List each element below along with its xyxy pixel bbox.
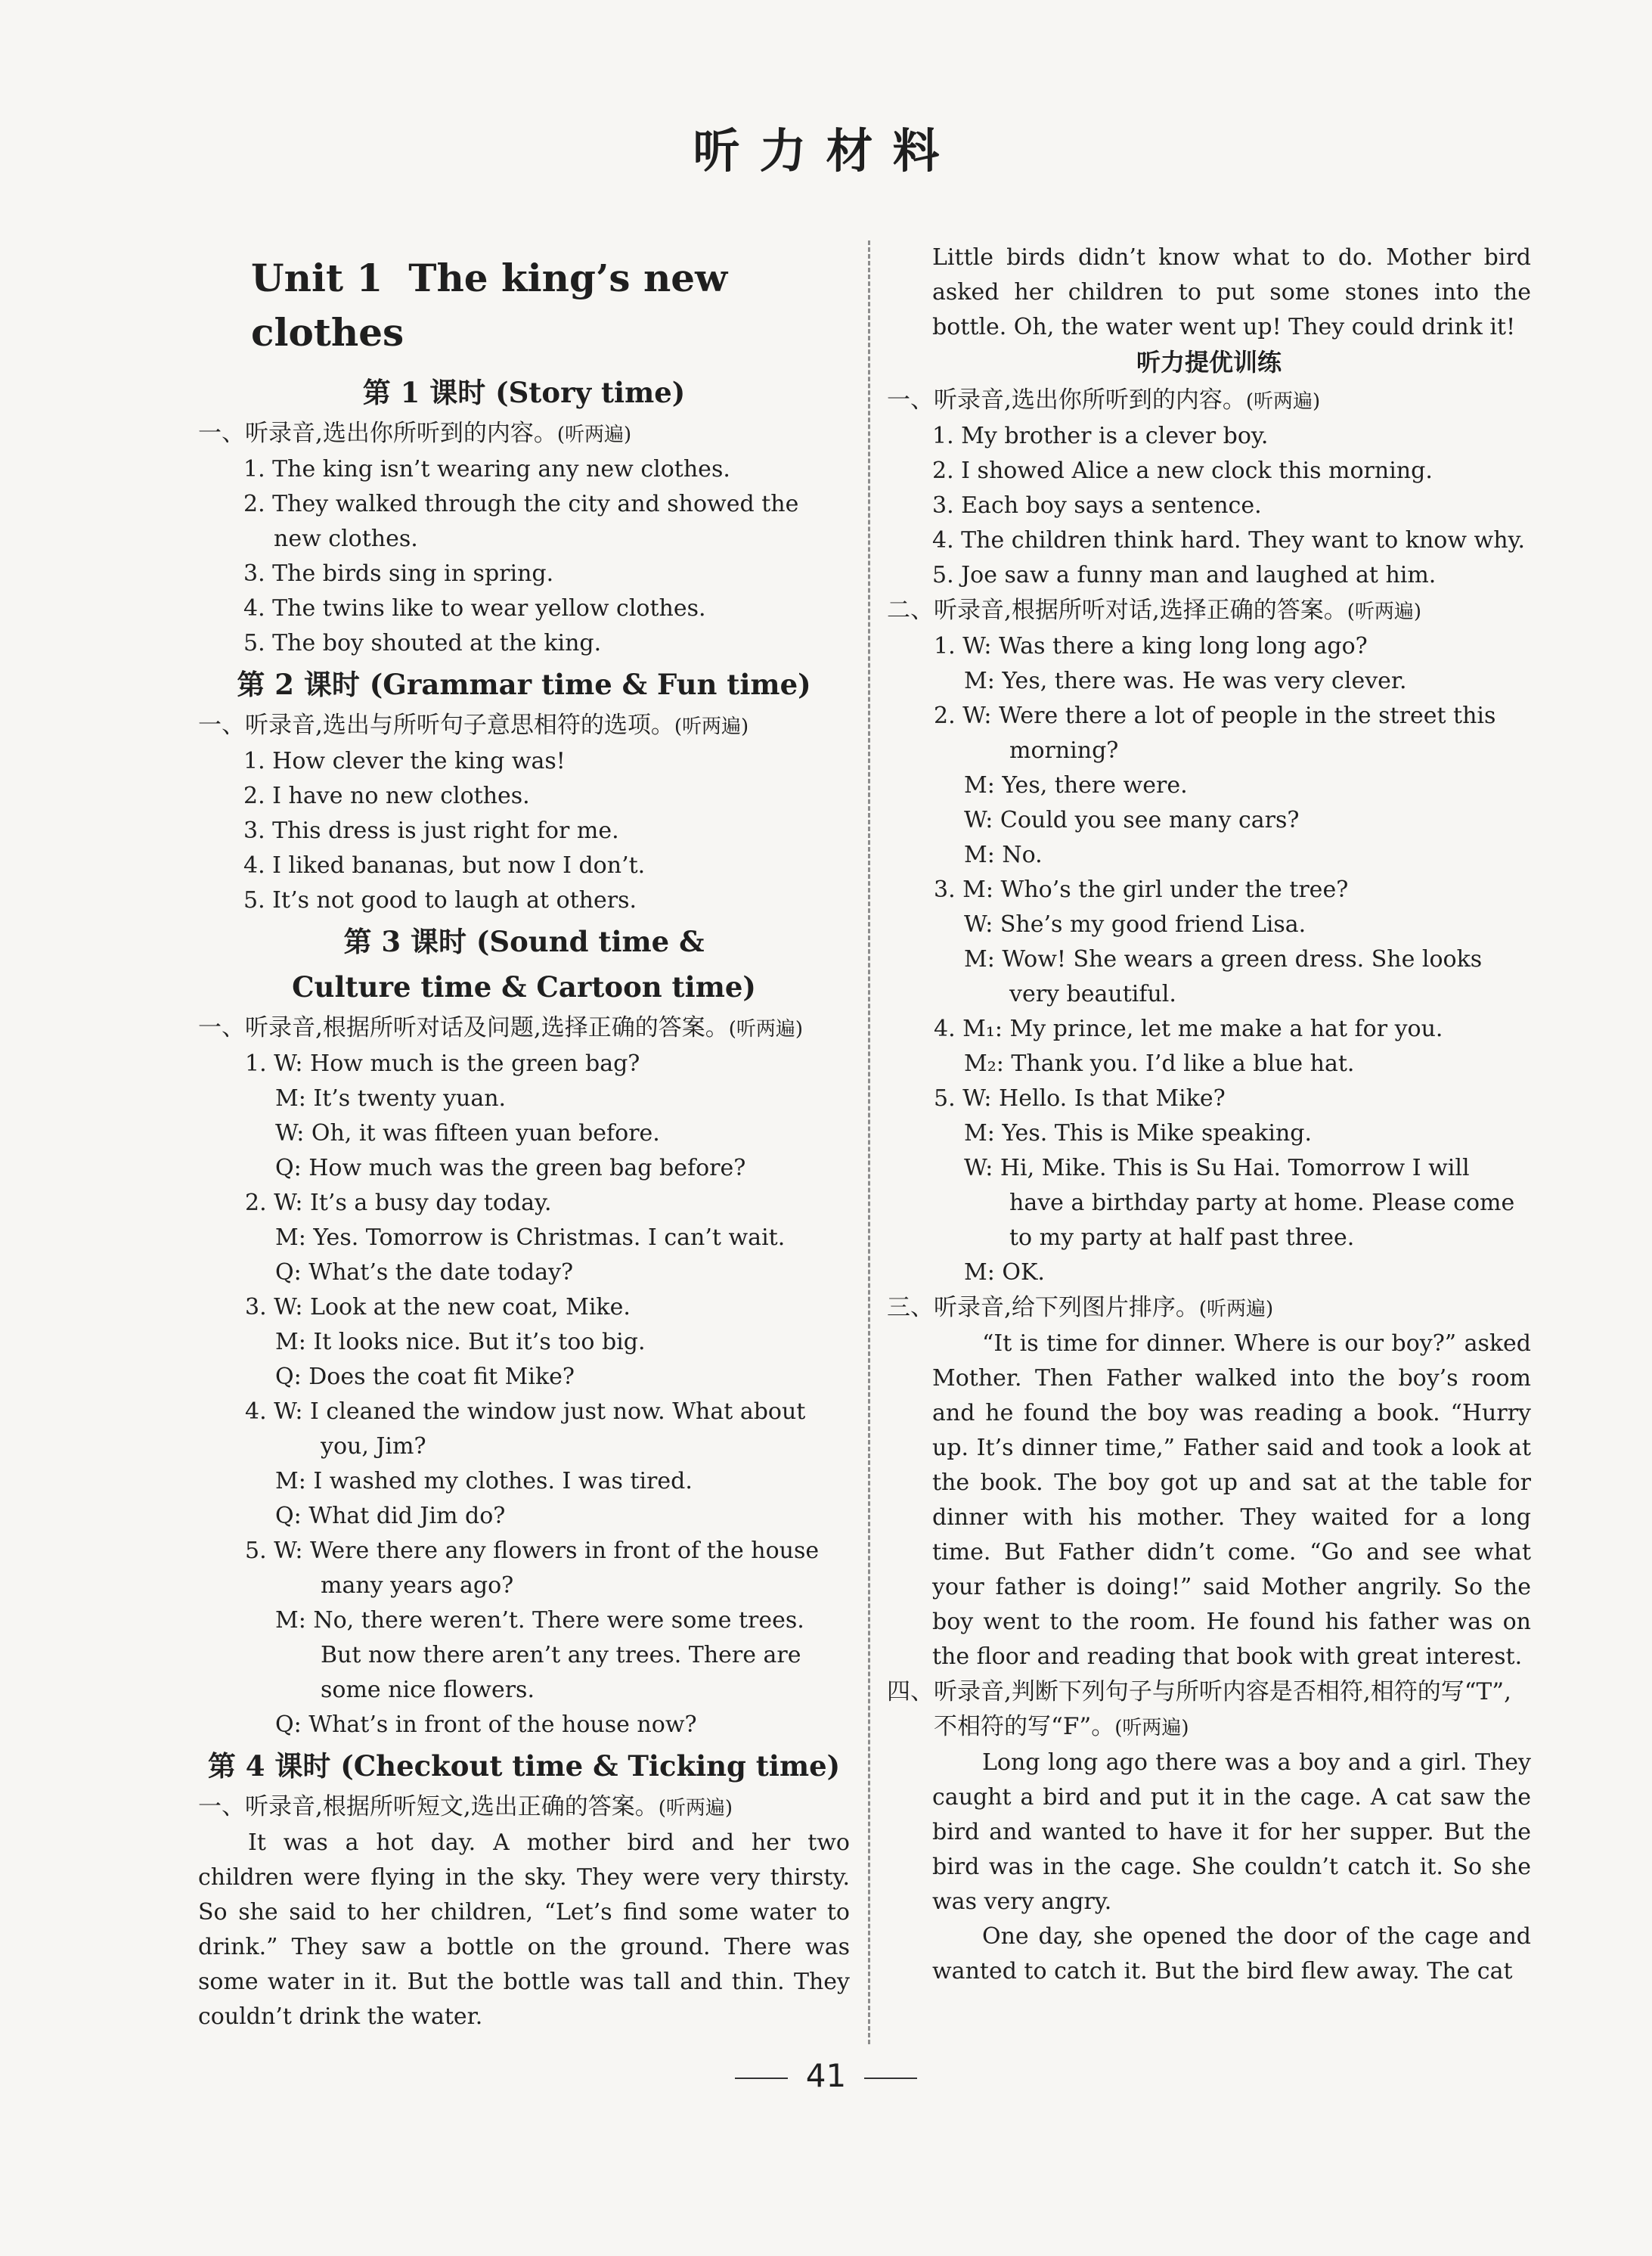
list-item: 5. Joe saw a funny man and laughed at him. [932, 562, 1437, 588]
dialogue-line: M: OK. [964, 1259, 1045, 1286]
lesson-2-instruction: 一、听录音,选出与所听句子意思相符的选项。(听两遍) [198, 712, 749, 739]
dialogue-line: 4. M₁: My prince, let me make a hat for you. [934, 1016, 1443, 1042]
column-divider [868, 240, 870, 2044]
section-1-instruction: 一、听录音,选出你所听到的内容。(听两遍) [887, 386, 1321, 414]
dialogue-line: Q: What’s the date today? [275, 1259, 574, 1286]
dialogue-line: Q: What’s in front of the house now? [275, 1711, 697, 1738]
dialogue-line: 3. W: Look at the new coat, Mike. [245, 1294, 631, 1320]
dialogue-line: M: Yes, there was. He was very clever. [964, 668, 1407, 694]
unit-title [251, 251, 850, 360]
dialogue-line: 3. M: Who’s the girl under the tree? [934, 877, 1349, 903]
dialogue-line: M₂: Thank you. I’d like a blue hat. [964, 1050, 1355, 1077]
dialogue-line: Q: Does the coat fit Mike? [275, 1364, 575, 1390]
dialogue-line: 1. W: How much is the green bag? [245, 1050, 640, 1077]
left-column [198, 240, 850, 2034]
lesson-2-title: 第 2 课时 (Grammar time & Fun time) [237, 668, 811, 701]
list-item: 1. How clever the king was! [243, 748, 566, 774]
dialogue-line: W: Hi, Mike. This is Su Hai. Tomorrow I will have a birthday party at home. Please come to my party at half past three. [964, 1155, 1515, 1251]
dialogue-line: 2. W: It’s a busy day today. [245, 1190, 552, 1216]
dialogue-line: Q: What did Jim do? [275, 1503, 506, 1529]
dialogue-line: 1. W: Was there a king long long ago? [934, 633, 1368, 659]
list-item: 4. The children think hard. They want to know why. [932, 527, 1526, 554]
dialogue-line: 5. W: Were there any flowers in front of the house many years ago? [245, 1538, 820, 1599]
dialogue-line: 5. W: Hello. Is that Mike? [934, 1085, 1226, 1112]
passage-continued: Little birds didn’t know what to do. Mother bird asked her children to put some stones into the bottle. Oh, the water went up! They could drink it! [932, 244, 1531, 340]
lesson-1-title: 第 1 课时 (Story time) [362, 376, 686, 409]
dialogue-line: Q: How much was the green bag before? [275, 1155, 746, 1181]
list-item: 5. It’s not good to laugh at others. [243, 887, 637, 914]
dialogue-line: M: It’s twenty yuan. [275, 1085, 507, 1112]
lesson-4-title: 第 4 课时 (Checkout time & Ticking time) [207, 1749, 841, 1783]
section-4-paragraph-2: One day, she opened the door of the cage and wanted to catch it. But the bird flew away. The cat [932, 1923, 1531, 1984]
dialogue-line: M: Yes. This is Mike speaking. [964, 1120, 1313, 1147]
list-item: 3. This dress is just right for me. [243, 818, 619, 844]
list-item: 2. I have no new clothes. [243, 783, 530, 809]
dialogue-line: M: It looks nice. But it’s too big. [275, 1329, 646, 1355]
section-2-instruction: 二、听录音,根据所听对话,选择正确的答案。(听两遍) [887, 597, 1422, 624]
list-item: 3. The birds sing in spring. [243, 560, 554, 587]
dialogue-line: 4. W: I cleaned the window just now. What about you, Jim? [245, 1398, 806, 1460]
unit-number: Unit 1 [251, 256, 383, 300]
right-column [887, 240, 1531, 1989]
dialogue-line: M: I washed my clothes. I was tired. [275, 1468, 693, 1494]
training-title: 听力提优训练 [1136, 348, 1282, 377]
lesson-1-instruction: 一、听录音,选出你所听到的内容。(听两遍) [198, 420, 632, 447]
lesson-3-title-line1: 第 3 课时 (Sound time & [343, 925, 705, 958]
dialogue-line: W: Oh, it was fifteen yuan before. [275, 1120, 660, 1147]
section-3-passage: “It is time for dinner. Where is our boy?” asked Mother. Then Father walked into the boy’s room and he found the boy was reading a book. “Hurry up. It’s dinner time,” Father said and took a look at the book. The boy got up and sat at the table for dinner with his mother. They waited for a long time. But Father didn’t come. “Go and see what your father is doing!” said Mother angrily. So the boy went to the room. He found his father was on the floor and reading that book with great interest. [932, 1330, 1531, 1670]
list-item: 3. Each boy says a sentence. [932, 492, 1262, 519]
dialogue-line: 2. W: Were there a lot of people in the street this morning? [934, 703, 1496, 764]
section-4-instruction: 四、听录音,判断下列句子与所听内容是否相符,相符的写“T”,不相符的写“F”。(听两遍) [887, 1678, 1511, 1740]
dialogue-line: W: Could you see many cars? [964, 807, 1300, 833]
unit-name: The king’s new clothes [251, 256, 728, 355]
dialogue-line: M: No. [964, 842, 1043, 868]
section-4-paragraph-1: Long long ago there was a boy and a girl. They caught a bird and put it in the cage. A cat saw the bird and wanted to have it for her supper. But the bird was in the cage. She couldn’t catch it. So she was very angry. [932, 1749, 1531, 1915]
lesson-4-passage: It was a hot day. A mother bird and her two children were flying in the sky. They were very thirsty. So she said to her children, “Let’s find some water to drink.” They saw a bottle on the ground. There was some water in it. But the bottle was tall and thin. They couldn’t drink the water. [198, 1829, 850, 2030]
dialogue-line: M: Yes. Tomorrow is Christmas. I can’t wait. [275, 1224, 786, 1251]
lesson-4-instruction: 一、听录音,根据所听短文,选出正确的答案。(听两遍) [198, 1793, 733, 1820]
list-item: 4. I liked bananas, but now I don’t. [243, 852, 646, 879]
list-item: 1. My brother is a clever boy. [932, 423, 1269, 449]
dialogue-line: W: She’s my good friend Lisa. [964, 911, 1306, 938]
list-item: 1. The king isn’t wearing any new clothes. [243, 456, 730, 483]
list-item: 2. They walked through the city and showed the new clothes. [243, 491, 799, 552]
page-title: 听力材料 [693, 123, 959, 178]
list-item: 2. I showed Alice a new clock this morning. [932, 458, 1433, 484]
page-number: 41 [0, 2057, 1652, 2094]
lesson-3-instruction: 一、听录音,根据所听对话及问题,选择正确的答案。(听两遍) [198, 1014, 804, 1041]
list-item: 5. The boy shouted at the king. [243, 630, 602, 656]
dialogue-line: M: No, there weren’t. There were some trees. But now there aren’t any trees. There are some nice flowers. [275, 1607, 804, 1703]
lesson-3-title-line2: Culture time & Cartoon time) [292, 970, 756, 1004]
dialogue-line: M: Yes, there were. [964, 772, 1188, 799]
section-3-instruction: 三、听录音,给下列图片排序。(听两遍) [887, 1294, 1274, 1321]
dialogue-line: M: Wow! She wears a green dress. She looks very beautiful. [964, 946, 1483, 1007]
list-item: 4. The twins like to wear yellow clothes. [243, 595, 706, 622]
